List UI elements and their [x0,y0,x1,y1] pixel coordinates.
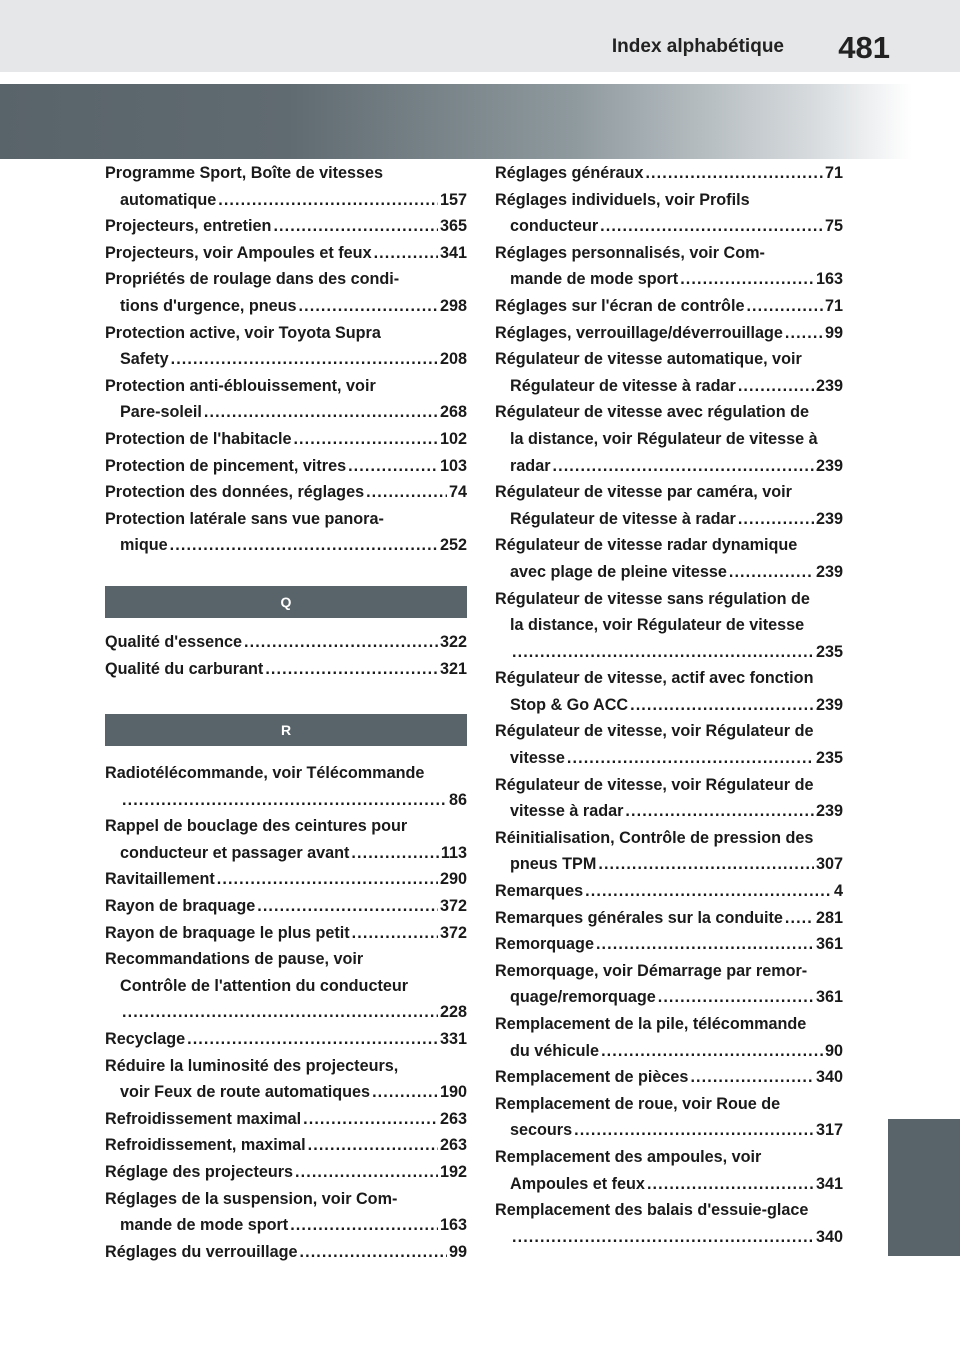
index-entry-page: 341 [815,1174,843,1193]
index-entry-text: Régulateur de vitesse radar dynamique [495,536,798,555]
index-entry-text: Régulateur de vitesse automatique, voir [495,350,802,369]
index-entry [495,1144,843,1197]
index-entry-label: vitesse [510,749,565,768]
index-entry-text: Régulateur de vitesse, voir Régulateur de [495,722,814,741]
index-entry [495,532,843,585]
index-entry-label: Remplacement de pièces [495,1068,689,1087]
index-entry-page: 365 [439,217,467,236]
dot-leader [630,692,814,719]
dot-leader [308,1132,438,1159]
index-entry [105,946,467,1026]
index-entry-page: 157 [439,190,467,209]
p-entry-list [105,160,467,559]
index-entry-label: Protection de pincement, vitres [105,456,347,475]
index-entry [495,586,843,666]
dot-leader [567,745,814,772]
index-entry-page: 281 [815,908,843,927]
index-entry [105,426,467,453]
section-header-r: R [105,714,467,746]
q-entry-list [105,629,467,682]
index-entry [105,1026,467,1053]
index-entry-label: avec plage de pleine vitesse [510,562,727,581]
index-entry-text: Protection active, voir Toyota Supra [105,323,381,342]
index-entry-page: 298 [439,296,467,315]
dot-leader [257,893,438,920]
index-entry-text: Remplacement des ampoules, voir [495,1147,762,1166]
index-entry-label: Stop & Go ACC [510,695,629,714]
index-entry-page: 163 [815,270,843,289]
index-entry-text: Rappel de bouclage des ceintures pour [105,817,408,836]
index-entry-page: 235 [815,749,843,768]
index-entry-label: du véhicule [510,1041,600,1060]
index-entry [495,293,843,320]
index-entry [105,1159,467,1186]
dot-leader [746,293,823,320]
index-entry-label: conducteur et passager avant [120,843,350,862]
index-entry [105,266,467,319]
index-entry-label: radar [510,456,551,475]
index-entry-label: Ravitaillement [105,870,215,889]
index-entry-label: quage/remorquage [510,988,656,1007]
dot-leader [187,1026,438,1053]
index-entry [105,240,467,267]
index-entry [495,1197,843,1250]
index-entry-page: 322 [439,632,467,651]
dot-leader [680,266,814,293]
index-entry-text: Programme Sport, Boîte de vitesses [105,164,383,182]
index-entry-label: automatique [120,190,217,209]
index-entry-page: 307 [815,855,843,874]
dot-leader [352,920,438,947]
right-entry-list [495,160,843,1250]
index-entry-label: mique [120,536,168,555]
index-entry-page: 208 [439,350,467,369]
index-entry-page: 71 [824,164,843,182]
index-entry-page: 290 [439,870,467,889]
index-entry-text: Réglages individuels, voir Profils [495,190,750,209]
index-entry-page: 74 [448,483,467,502]
index-entry-label: Réglages du verrouillage [105,1242,298,1261]
index-entry-page: 99 [448,1242,467,1261]
index-entry-label: Protection de l'habitacle [105,429,292,448]
index-entry [105,760,467,813]
index-entry [495,1064,843,1091]
index-entry-page: 321 [439,659,467,678]
index-entry [495,931,843,958]
index-entry-page: 190 [439,1083,467,1102]
index-entry-text: Régulateur de vitesse sans régulation de [495,589,810,608]
index-entry-text: Radiotélécommande, voir Télécommande [105,764,425,783]
dot-leader [299,293,438,320]
index-entry-page: 163 [439,1216,467,1235]
index-entry-page: 341 [439,243,467,262]
index-entry-page: 252 [439,536,467,555]
index-entry-label: Régulateur de vitesse à radar [510,376,736,395]
dot-leader [122,999,438,1026]
dot-leader [785,320,823,347]
index-entry-text: Protection anti-éblouissement, voir [105,376,376,395]
dot-leader [374,240,438,267]
index-entry [495,905,843,932]
dot-leader [295,1159,438,1186]
index-entry-page: 75 [824,217,843,236]
index-entry [105,320,467,373]
dot-leader [600,213,823,240]
index-entry-label: vitesse à radar [510,802,624,821]
index-entry-label: Pare-soleil [120,403,202,422]
index-entry-label: Remarques [495,882,584,901]
index-entry-text: Régulateur de vitesse, voir Régulateur de [495,775,814,794]
index-entry-label: Réglage des projecteurs [105,1163,294,1181]
index-entry-label: Refroidissement, maximal [105,1136,306,1155]
index-entry-page: 263 [439,1136,467,1155]
index-entry-page: 103 [439,456,467,475]
dot-leader [303,1106,438,1133]
index-entry-label: Qualité d'essence [105,632,243,651]
dot-leader [512,639,814,666]
index-entry-page: 239 [815,509,843,528]
decorative-gradient-bar [0,84,960,159]
index-entry-page: 340 [815,1227,843,1246]
dot-leader [585,878,832,905]
index-entry-page: 263 [439,1109,467,1128]
index-entry [105,506,467,559]
index-entry [105,1186,467,1239]
index-entry-page: 235 [815,642,843,661]
index-entry [495,187,843,240]
index-entry-page: 86 [448,790,467,809]
index-entry-label: Remarques générales sur la conduite [495,908,783,927]
index-entry-label: Réglages sur l'écran de contrôle [495,296,745,315]
index-entry [495,320,843,347]
index-entry-text: Réglages personnalisés, voir Com- [495,243,765,262]
index-entry [495,665,843,718]
index-entry-text: Réduire la luminosité des projecteurs, [105,1056,399,1075]
dot-leader [738,506,814,533]
index-entry [495,1091,843,1144]
index-entry [495,718,843,771]
index-entry-label: Rayon de braquage le plus petit [105,923,350,942]
dot-leader [372,1079,438,1106]
index-entry-page: 102 [439,429,467,448]
dot-leader [596,931,814,958]
index-entry [495,346,843,399]
index-entry-text: Régulateur de vitesse avec régulation de [495,403,809,422]
index-entry-text: Protection latérale sans vue panora- [105,509,384,528]
index-entry-text: la distance, voir Régulateur de vitesse à [510,429,818,448]
index-entry [105,1053,467,1106]
dot-leader [273,213,438,240]
r-entry-list [105,760,467,1265]
index-entry-label: mande de mode sport [510,270,679,289]
dot-leader [171,346,438,373]
index-entry-label: secours [510,1121,573,1140]
index-entry-label: Qualité du carburant [105,659,264,678]
index-entry-text: Régulateur de vitesse, actif avec fonction [495,669,814,688]
index-entry-label: Protection des données, réglages [105,483,365,502]
dot-leader [204,399,438,426]
dot-leader [217,866,438,893]
index-entry-label: Remorquage [495,935,594,954]
index-entry [105,373,467,426]
index-entry [495,160,843,187]
index-entry [105,1132,467,1159]
index-entry-page: 192 [439,1163,467,1181]
index-entry [495,772,843,825]
index-entry [495,479,843,532]
index-entry-label: Rayon de braquage [105,897,256,916]
dot-leader [290,1212,438,1239]
index-entry-text: Recommandations de pause, voir [105,950,364,969]
index-entry-text: Régulateur de vitesse par caméra, voir [495,483,792,502]
dot-leader [348,453,438,480]
dot-leader [553,453,814,480]
index-entry [495,958,843,1011]
index-entry-label: Projecteurs, voir Ampoules et feux [105,243,372,262]
index-entry [105,629,467,656]
dot-leader [574,1117,814,1144]
index-entry [105,866,467,893]
dot-leader [512,1224,814,1251]
index-entry-page: 317 [815,1121,843,1140]
index-entry-label: Réglages généraux [495,164,644,182]
index-entry-text: Propriétés de roulage dans des condi- [105,270,400,289]
index-entry-page: 239 [815,802,843,821]
dot-leader [598,851,814,878]
index-entry [105,893,467,920]
index-column-right [495,160,843,1250]
index-entry [105,656,467,683]
chapter-thumb-tab [888,1119,960,1256]
index-entry-label: Safety [120,350,169,369]
index-entry-label: Réglages, verrouillage/déverrouillage [495,323,783,342]
index-entry-page: 268 [439,403,467,422]
dot-leader [366,479,447,506]
index-entry-page: 71 [824,296,843,315]
index-entry-label: Recyclage [105,1030,186,1049]
index-entry-text: Contrôle de l'attention du conducteur [120,976,409,995]
index-entry-text: Remorquage, voir Démarrage par remor- [495,961,808,980]
index-entry-label: Régulateur de vitesse à radar [510,509,736,528]
index-entry-label: conducteur [510,217,599,236]
dot-leader [170,532,438,559]
index-entry-text: la distance, voir Régulateur de vitesse [510,616,805,635]
index-entry-text: Réinitialisation, Contrôle de pression des [495,828,814,847]
dot-leader [265,656,438,683]
index-entry-page: 361 [815,935,843,954]
dot-leader [658,984,814,1011]
index-entry-page: 228 [439,1003,467,1022]
index-entry-label: Refroidissement maximal [105,1109,302,1128]
index-entry [105,920,467,947]
index-entry-text: Remplacement des balais d'essuie-glace [495,1201,809,1220]
dot-leader [625,798,814,825]
index-entry-page: 90 [824,1041,843,1060]
index-entry-page: 331 [439,1030,467,1049]
index-entry-label: Projecteurs, entretien [105,217,272,236]
index-entry [495,825,843,878]
index-entry [105,453,467,480]
dot-leader [729,559,814,586]
index-entry-page: 239 [815,562,843,581]
dot-leader [122,787,447,814]
index-entry-page: 239 [815,695,843,714]
index-entry-label: mande de mode sport [120,1216,289,1235]
dot-leader [244,629,438,656]
index-entry-text: Réglages de la suspension, voir Com- [105,1189,398,1208]
index-entry-page: 372 [439,897,467,916]
index-entry-page: 239 [815,456,843,475]
index-entry [105,1239,467,1266]
dot-leader [645,160,823,187]
index-entry-label: tions d'urgence, pneus [120,296,297,315]
index-entry [105,479,467,506]
index-entry [105,213,467,240]
index-entry [495,878,843,905]
index-entry [495,1011,843,1064]
index-entry [495,240,843,293]
page-number: 481 [838,30,890,65]
dot-leader [293,426,438,453]
index-entry-label: pneus TPM [510,855,597,874]
index-entry [105,1106,467,1133]
dot-leader [647,1171,814,1198]
dot-leader [738,373,814,400]
index-entry [495,399,843,479]
index-entry-label: Ampoules et feux [510,1174,645,1193]
index-entry [105,813,467,866]
dot-leader [300,1239,447,1266]
index-entry-page: 361 [815,988,843,1007]
index-entry [105,160,467,213]
index-entry-page: 4 [833,882,843,901]
dot-leader [351,840,438,867]
index-entry-page: 99 [824,323,843,342]
dot-leader [690,1064,814,1091]
index-entry-text: Remplacement de la pile, télécommande [495,1015,807,1033]
index-entry-page: 340 [815,1068,843,1087]
index-entry-label: voir Feux de route automatiques [120,1083,371,1102]
index-entry-page: 239 [815,376,843,395]
running-header-title: Index alphabétique [611,36,784,57]
index-column-left [105,160,467,1265]
index-entry-page: 113 [440,843,467,862]
index-entry-text: Remplacement de roue, voir Roue de [495,1094,781,1113]
dot-leader [785,905,814,932]
header-band [0,0,960,72]
section-header-q: Q [105,586,467,618]
index-entry-page: 372 [439,923,467,942]
dot-leader [601,1038,823,1065]
dot-leader [218,187,438,214]
